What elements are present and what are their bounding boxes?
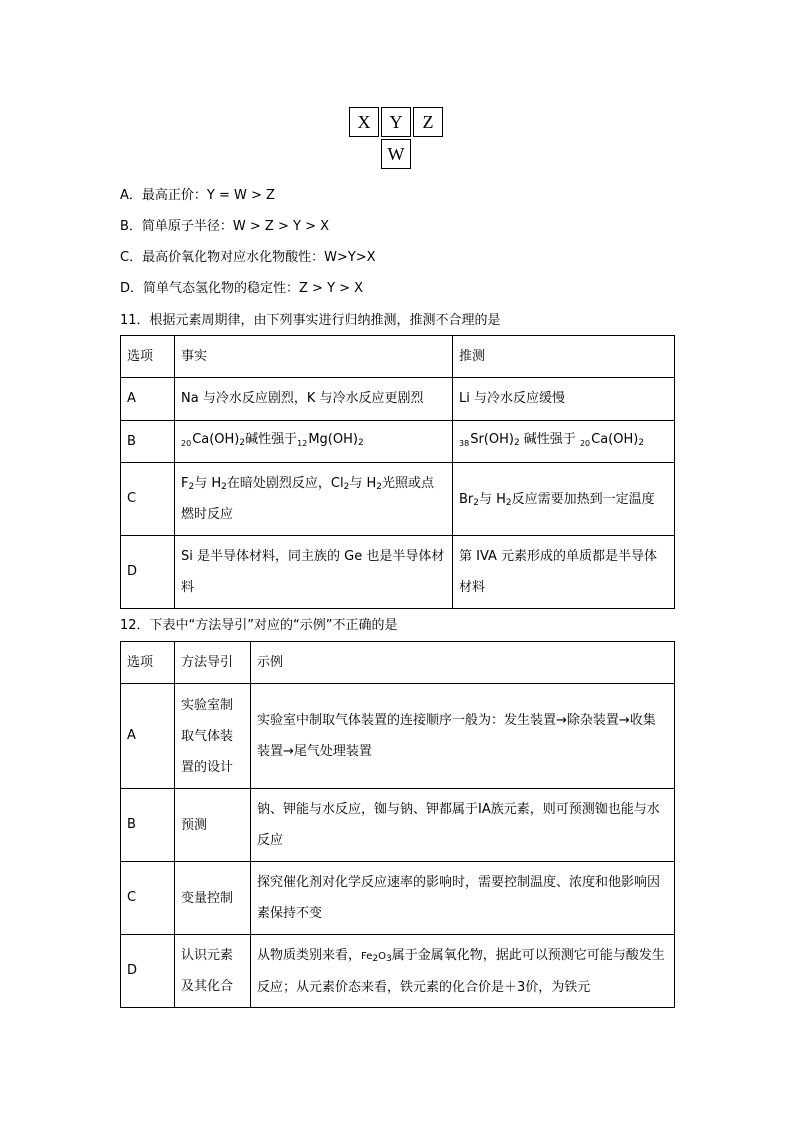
table-row <box>121 536 675 609</box>
option-b: B．简单原子半径：W > Z > Y > X <box>120 219 329 234</box>
row-option: B <box>121 789 175 862</box>
cell-x: X <box>349 107 379 137</box>
row-example: 从物质类别来看，$Fe_2O_3$属于金属氧化物，据此可以预测它可能与酸发生反应；从元素价态来看，铁元素的化合价是＋3价，为铁元 <box>251 935 675 1008</box>
row-fact: Si 是半导体材料，同主族的 Ge 也是半导体材料 <box>175 536 453 609</box>
option-c: C．最高价氧化物对应水化物酸性：W>Y>X <box>120 250 376 265</box>
question-12-stem: 12．下表中“方法导引”对应的“示例”不正确的是 <box>120 618 398 633</box>
row-option: A <box>121 378 175 421</box>
header-option: 选项 <box>121 642 175 684</box>
cell-y: Y <box>381 107 411 137</box>
row-example: 实验室中制取气体装置的连接顺序一般为：发生装置→除杂装置→收集装置→尾气处理装置 <box>251 684 675 789</box>
cell-w: W <box>381 139 411 169</box>
table-row <box>121 463 675 536</box>
row-example: 钠、钾能与水反应，铷与钠、钾都属于ⅠA族元素，则可预测铷也能与水反应 <box>251 789 675 862</box>
row-option: C <box>121 463 175 536</box>
table-row <box>121 862 675 935</box>
question-12-table <box>120 641 675 1008</box>
question-11-table <box>120 335 675 609</box>
row-guess: $Br_2$与 $H_2$反应需要加热到一定温度 <box>453 463 675 536</box>
table-header-row <box>121 642 675 684</box>
table-row <box>121 421 675 463</box>
row-fact: Na 与冷水反应剧烈，K 与冷水反应更剧烈 <box>175 378 453 421</box>
header-method: 方法导引 <box>175 642 251 684</box>
row-guess: Li 与冷水反应缓慢 <box>453 378 675 421</box>
header-option: 选项 <box>121 336 175 378</box>
question-11-stem: 11．根据元素周期律，由下列事实进行归纳推测，推测不合理的是 <box>120 313 501 328</box>
row-guess: $_{38}Sr(OH)_2$ 碱性强于 $_{20}Ca(OH)_2$ <box>453 421 675 463</box>
row-option: C <box>121 862 175 935</box>
table-row <box>121 684 675 789</box>
row-method: 预测 <box>175 789 251 862</box>
table-row <box>121 378 675 421</box>
row-fact: $_{20}Ca(OH)_2$碱性强于$_{12}Mg(OH)_2$ <box>175 421 453 463</box>
row-example: 探究催化剂对化学反应速率的影响时，需要控制温度、浓度和他影响因素保持不变 <box>251 862 675 935</box>
row-option: D <box>121 935 175 1008</box>
table-row <box>121 789 675 862</box>
row-option: A <box>121 684 175 789</box>
row-method: 实验室制取气体装置的设计 <box>175 684 251 789</box>
row-option: B <box>121 421 175 463</box>
header-guess: 推测 <box>453 336 675 378</box>
row-guess: 第 IVA 元素形成的单质都是半导体材料 <box>453 536 675 609</box>
header-example: 示例 <box>251 642 675 684</box>
table-row <box>121 935 675 1008</box>
table-header-row <box>121 336 675 378</box>
row-option: D <box>121 536 175 609</box>
cell-z: Z <box>413 107 443 137</box>
periodic-table-fragment <box>349 107 445 169</box>
header-fact: 事实 <box>175 336 453 378</box>
option-a: A．最高正价：Y = W > Z <box>120 188 275 203</box>
row-method: 变量控制 <box>175 862 251 935</box>
row-method: 认识元素及其化合 <box>175 935 251 1008</box>
option-d: D．简单气态氢化物的稳定性：Z > Y > X <box>120 281 364 296</box>
row-fact: $F_2$与 $H_2$在暗处剧烈反应，$Cl_2$与 $H_2$光照或点燃时反应 <box>175 463 453 536</box>
